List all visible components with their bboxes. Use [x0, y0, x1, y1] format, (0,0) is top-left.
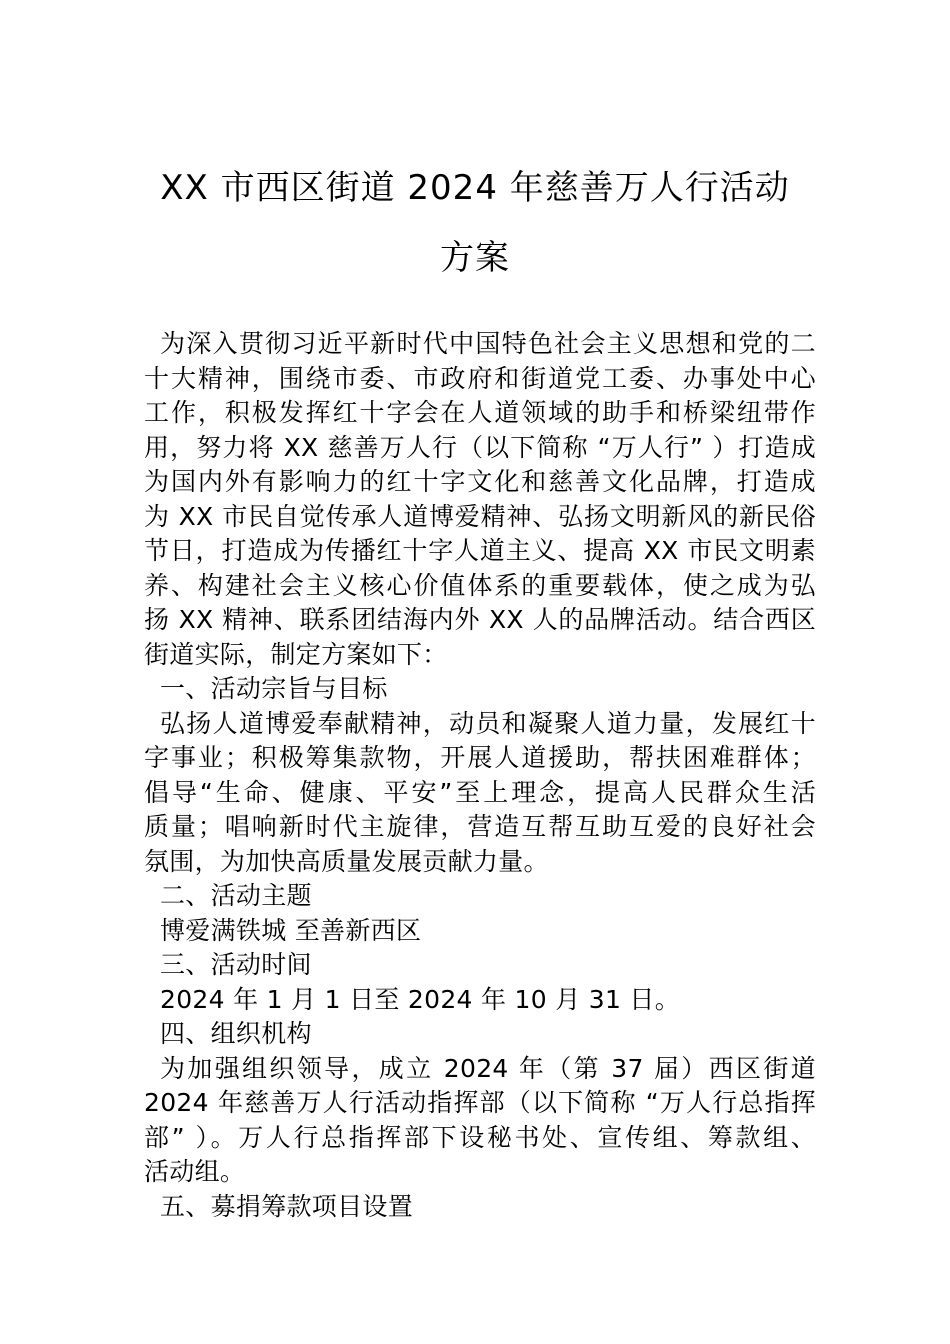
body-line: 五、募捐筹款项目设置 — [160, 1191, 414, 1221]
body-line: 养、构建社会主义核心价值体系的重要载体，使之成为弘 — [144, 570, 816, 600]
body-line: 倡导“生命、健康、平安”至上理念，提高人民群众生活 — [144, 777, 816, 807]
body-line: 氛围，为加快高质量发展贡献力量。 — [144, 846, 549, 876]
body-line: 为国内外有影响力的红十字文化和慈善文化品牌，打造成 — [144, 467, 816, 496]
body-line: 弘扬人道博爱奉献精神，动员和凝聚人道力量，发展红十 — [160, 708, 816, 738]
body-line: 一、活动宗旨与目标 — [160, 674, 388, 703]
body-line: 四、组织机构 — [160, 1019, 312, 1048]
body-line: 节日，打造成为传播红十字人道主义、提高 XX 市民文明素 — [144, 536, 816, 565]
body-line: 三、活动时间 — [160, 950, 312, 979]
body-line: 工作，积极发挥红十字会在人道领域的助手和桥梁纽带作 — [144, 398, 816, 427]
body-line: 为深入贯彻习近平新时代中国特色社会主义思想和党的二 — [160, 329, 816, 358]
body-line: 二、活动主题 — [160, 881, 312, 910]
body-line: 字事业；积极筹集款物，开展人道援助，帮扶困难群体； — [144, 743, 816, 772]
body-line: 部” ）。万人行总指挥部下设秘书处、宣传组、筹款组、 — [144, 1122, 816, 1152]
body-line: 质量；唱响新时代主旋律，营造互帮互助互爱的良好社会 — [144, 812, 816, 841]
body-line: 用，努力将 XX 慈善万人行（以下简称 “万人行” ）打造成 — [144, 432, 816, 462]
body-line: 活动组。 — [144, 1157, 246, 1186]
document-body — [144, 327, 816, 1224]
body-line: 街道实际，制定方案如下： — [144, 639, 448, 669]
body-line: 2024 年慈善万人行活动指挥部（以下简称 “万人行总指挥 — [144, 1088, 816, 1117]
body-line: 2024 年 1 月 1 日至 2024 年 10 月 31 日。 — [160, 984, 680, 1014]
body-line: 十大精神，围绕市委、市政府和街道党工委、办事处中心 — [144, 363, 816, 393]
document-title-line-1: XX 市西区街道 2024 年慈善万人行活动 — [160, 168, 790, 208]
document-title-line-2: 方案 — [440, 238, 510, 278]
body-line: 为加强组织领导，成立 2024 年（第 37 届）西区街道 — [160, 1053, 816, 1083]
body-line: 为 XX 市民自觉传承人道博爱精神、弘扬文明新风的新民俗 — [144, 501, 816, 531]
body-line: 博爱满铁城 至善新西区 — [160, 915, 422, 945]
body-line: 扬 XX 精神、联系团结海内外 XX 人的品牌活动。结合西区 — [144, 605, 816, 634]
